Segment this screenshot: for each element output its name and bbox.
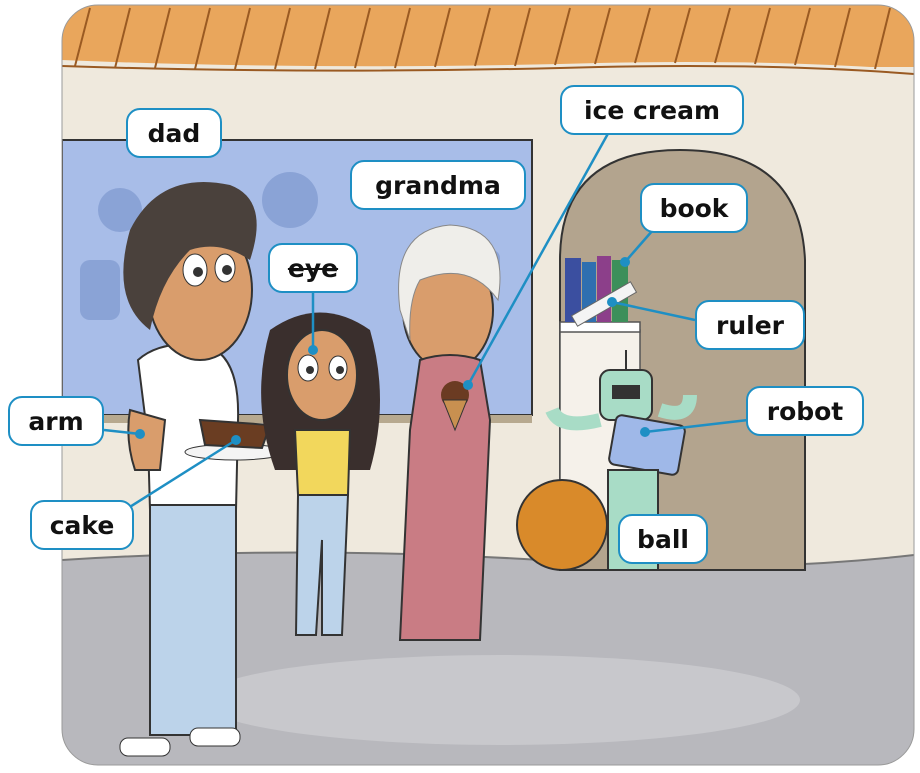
label-ruler: ruler <box>695 300 805 350</box>
ball <box>517 480 607 570</box>
label-cake: cake <box>30 500 134 550</box>
label-robot: robot <box>746 386 864 436</box>
label-book: book <box>640 183 748 233</box>
roof <box>62 5 914 95</box>
label-arm: arm <box>8 396 104 446</box>
label-grandma: grandma <box>350 160 526 210</box>
label-eye: eye <box>268 243 358 293</box>
label-ice-cream: ice cream <box>560 85 744 135</box>
label-dad: dad <box>126 108 222 158</box>
label-ball: ball <box>618 514 708 564</box>
